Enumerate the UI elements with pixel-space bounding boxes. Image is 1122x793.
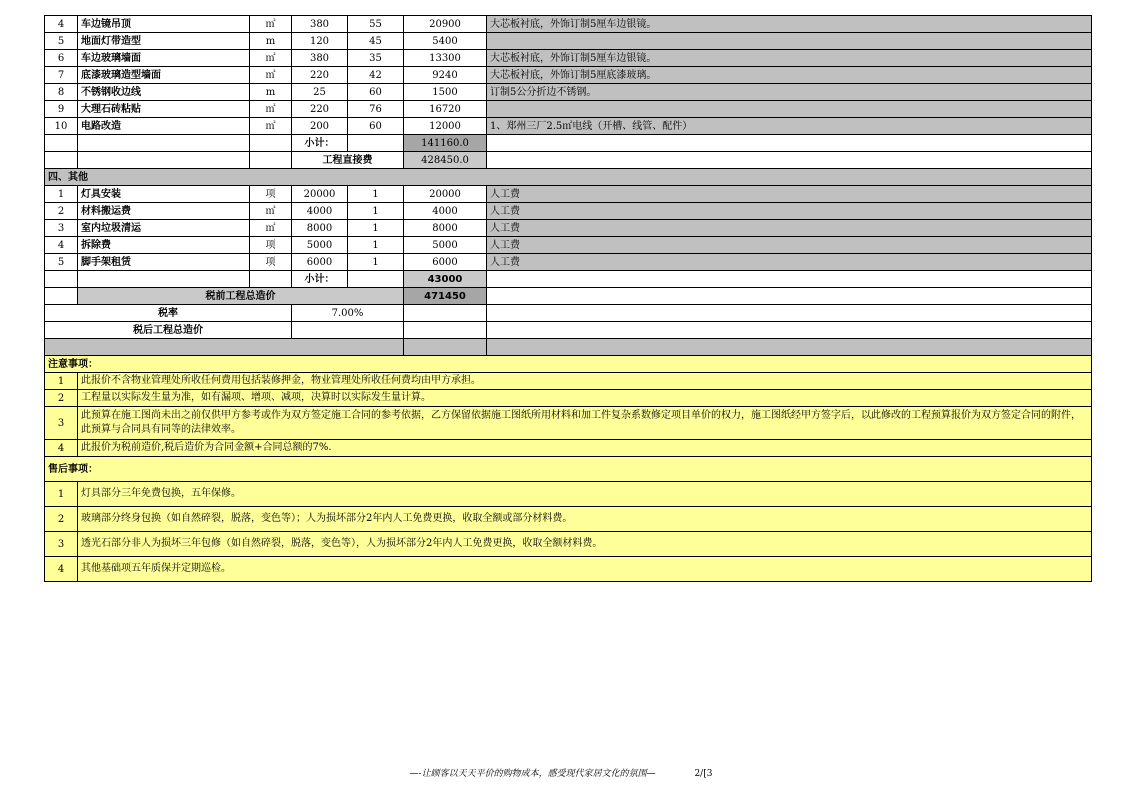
items-section-a xyxy=(45,16,1092,135)
list-item-no: 1 xyxy=(45,482,78,507)
item-unit: 项 xyxy=(250,186,292,203)
item-name: 车边镜吊顶 xyxy=(78,16,250,33)
table-row xyxy=(45,16,1092,33)
item-total: 12000 xyxy=(404,118,487,135)
list-item-no: 2 xyxy=(45,507,78,532)
item-no: 5 xyxy=(45,33,78,50)
item-qty: 380 xyxy=(292,16,348,33)
aftertax-label: 税后工程总造价 xyxy=(45,322,292,339)
tax-label: 税率 xyxy=(45,305,292,322)
list-item-text: 透光石部分非人为损坏三年包修（如自然碎裂，脱落，变色等），人为损坏部分2年内人工免费更换，收取全额材料费。 xyxy=(78,532,1092,557)
item-no: 5 xyxy=(45,254,78,271)
item-total: 1500 xyxy=(404,84,487,101)
item-no: 4 xyxy=(45,237,78,254)
item-note: 大芯板衬底，外饰订制5厘车边银镜。 xyxy=(487,16,1092,33)
item-name: 底漆玻璃造型墙面 xyxy=(78,67,250,84)
item-no: 9 xyxy=(45,101,78,118)
list-item xyxy=(45,557,1092,582)
item-no: 10 xyxy=(45,118,78,135)
item-price: 45 xyxy=(348,33,404,50)
table-row xyxy=(45,237,1092,254)
item-price: 1 xyxy=(348,254,404,271)
page-footer xyxy=(0,766,1122,779)
item-total: 16720 xyxy=(404,101,487,118)
list-item xyxy=(45,507,1092,532)
direct-cost-value: 428450.0 xyxy=(404,152,487,169)
item-no: 2 xyxy=(45,203,78,220)
subtotal-b-value: 43000 xyxy=(404,271,487,288)
section-other-title: 四、其他 xyxy=(45,169,1092,186)
item-name: 车边玻璃墙面 xyxy=(78,50,250,67)
list-item-no: 3 xyxy=(45,407,78,440)
item-unit: m xyxy=(250,33,292,50)
item-unit: ㎡ xyxy=(250,50,292,67)
item-unit: ㎡ xyxy=(250,203,292,220)
item-qty: 200 xyxy=(292,118,348,135)
item-unit: 项 xyxy=(250,237,292,254)
item-name: 大理石砖粘贴 xyxy=(78,101,250,118)
item-qty: 120 xyxy=(292,33,348,50)
item-qty: 20000 xyxy=(292,186,348,203)
tax-value: 7.00% xyxy=(292,305,404,322)
pretax-label: 税前工程总造价 xyxy=(78,288,404,305)
subtotal-a-value: 141160.0 xyxy=(404,135,487,152)
item-name: 不锈钢收边线 xyxy=(78,84,250,101)
list-item-text: 此报价不含物业管理处所收任何费用包括装修押金，物业管理处所收任何费均由甲方承担。 xyxy=(78,373,1092,390)
item-name: 拆除费 xyxy=(78,237,250,254)
item-name: 室内垃圾清运 xyxy=(78,220,250,237)
notes-section xyxy=(45,356,1092,373)
item-note: 人工费 xyxy=(487,254,1092,271)
item-no: 1 xyxy=(45,186,78,203)
table-row xyxy=(45,67,1092,84)
item-total: 13300 xyxy=(404,50,487,67)
list-item xyxy=(45,440,1092,457)
list-item xyxy=(45,373,1092,390)
item-note: 大芯板衬底，外饰订制5厘车边银镜。 xyxy=(487,50,1092,67)
list-item-no: 3 xyxy=(45,532,78,557)
item-unit: ㎡ xyxy=(250,101,292,118)
item-price: 1 xyxy=(348,186,404,203)
items-section-b xyxy=(45,186,1092,271)
item-qty: 25 xyxy=(292,84,348,101)
list-item-text: 其他基础项五年质保并定期巡检。 xyxy=(78,557,1092,582)
subtotal-a-label: 小计： xyxy=(292,135,348,152)
item-qty: 8000 xyxy=(292,220,348,237)
list-item xyxy=(45,532,1092,557)
item-name: 灯具安装 xyxy=(78,186,250,203)
list-item-text: 此预算在施工图尚未出之前仅供甲方参考或作为双方签定施工合同的参考依据，乙方保留依据施工图纸所用材料和加工件复杂系数修定项目单价的权力，施工图纸经甲方签字后，以此修改的工程预算报价为双方签定合同的附件，此预算与合同具有同等的法律效率。 xyxy=(78,407,1092,440)
item-no: 6 xyxy=(45,50,78,67)
item-note: 订制5公分折边不锈钢。 xyxy=(487,84,1092,101)
totals-section xyxy=(45,271,1092,356)
table-row xyxy=(45,186,1092,203)
item-price: 1 xyxy=(348,237,404,254)
subtotal-b-label: 小计： xyxy=(292,271,348,288)
summary-section-a xyxy=(45,135,1092,186)
item-note xyxy=(487,33,1092,50)
item-price: 60 xyxy=(348,84,404,101)
item-qty: 6000 xyxy=(292,254,348,271)
item-price: 1 xyxy=(348,203,404,220)
item-name: 地面灯带造型 xyxy=(78,33,250,50)
table-row xyxy=(45,33,1092,50)
item-note: 人工费 xyxy=(487,203,1092,220)
aftersale-title: 售后事项： xyxy=(45,457,1092,482)
table-row xyxy=(45,254,1092,271)
item-no: 4 xyxy=(45,16,78,33)
list-item-no: 2 xyxy=(45,390,78,407)
list-item xyxy=(45,407,1092,440)
item-total: 20900 xyxy=(404,16,487,33)
item-unit: ㎡ xyxy=(250,118,292,135)
item-total: 9240 xyxy=(404,67,487,84)
item-unit: ㎡ xyxy=(250,220,292,237)
item-note: 人工费 xyxy=(487,220,1092,237)
table-row xyxy=(45,50,1092,67)
item-note xyxy=(487,101,1092,118)
item-total: 4000 xyxy=(404,203,487,220)
item-price: 55 xyxy=(348,16,404,33)
item-name: 材料搬运费 xyxy=(78,203,250,220)
item-qty: 220 xyxy=(292,101,348,118)
direct-cost-label: 工程直接费 xyxy=(292,152,404,169)
item-qty: 4000 xyxy=(292,203,348,220)
aftersale-section xyxy=(45,457,1092,482)
table-row xyxy=(45,84,1092,101)
quotation-table xyxy=(44,15,1092,582)
page-number: 2/[3 xyxy=(694,769,713,779)
item-qty: 220 xyxy=(292,67,348,84)
notes-list xyxy=(45,373,1092,457)
aftersale-list xyxy=(45,482,1092,582)
item-note: 人工费 xyxy=(487,237,1092,254)
item-note: 1、郑州三厂2.5㎡电线（开槽、线管、配件） xyxy=(487,118,1092,135)
list-item-text: 灯具部分三年免费包换，五年保修。 xyxy=(78,482,1092,507)
list-item-no: 4 xyxy=(45,557,78,582)
notes-title: 注意事项： xyxy=(45,356,1092,373)
item-name: 脚手架租赁 xyxy=(78,254,250,271)
list-item-text: 玻璃部分终身包换（如自然碎裂，脱落，变色等）；人为损坏部分2年内人工免费更换，收取全额或部分材料费。 xyxy=(78,507,1092,532)
item-unit: 项 xyxy=(250,254,292,271)
item-unit: ㎡ xyxy=(250,16,292,33)
list-item xyxy=(45,390,1092,407)
item-total: 6000 xyxy=(404,254,487,271)
list-item-no: 4 xyxy=(45,440,78,457)
pretax-value: 471450 xyxy=(404,288,487,305)
table-row xyxy=(45,101,1092,118)
item-note: 人工费 xyxy=(487,186,1092,203)
item-total: 5400 xyxy=(404,33,487,50)
item-price: 35 xyxy=(348,50,404,67)
list-item xyxy=(45,482,1092,507)
list-item-text: 工程量以实际发生量为准，如有漏项、增项、减项，决算时以实际发生量计算。 xyxy=(78,390,1092,407)
table-row xyxy=(45,220,1092,237)
item-no: 3 xyxy=(45,220,78,237)
footer-slogan: —-让顾客以天天平价的购物成本，感受现代家居文化的氛围— xyxy=(409,769,656,779)
table-row xyxy=(45,118,1092,135)
list-item-text: 此报价为税前造价,税后造价为合同金额+合同总额的7%. xyxy=(78,440,1092,457)
list-item-no: 1 xyxy=(45,373,78,390)
item-qty: 5000 xyxy=(292,237,348,254)
item-name: 电路改造 xyxy=(78,118,250,135)
item-no: 7 xyxy=(45,67,78,84)
item-price: 60 xyxy=(348,118,404,135)
item-unit: m xyxy=(250,84,292,101)
item-qty: 380 xyxy=(292,50,348,67)
item-total: 8000 xyxy=(404,220,487,237)
table-row xyxy=(45,203,1092,220)
item-price: 42 xyxy=(348,67,404,84)
item-total: 20000 xyxy=(404,186,487,203)
item-note: 大芯板衬底，外饰订制5厘底漆玻璃。 xyxy=(487,67,1092,84)
item-total: 5000 xyxy=(404,237,487,254)
item-no: 8 xyxy=(45,84,78,101)
item-unit: ㎡ xyxy=(250,67,292,84)
item-price: 1 xyxy=(348,220,404,237)
item-price: 76 xyxy=(348,101,404,118)
